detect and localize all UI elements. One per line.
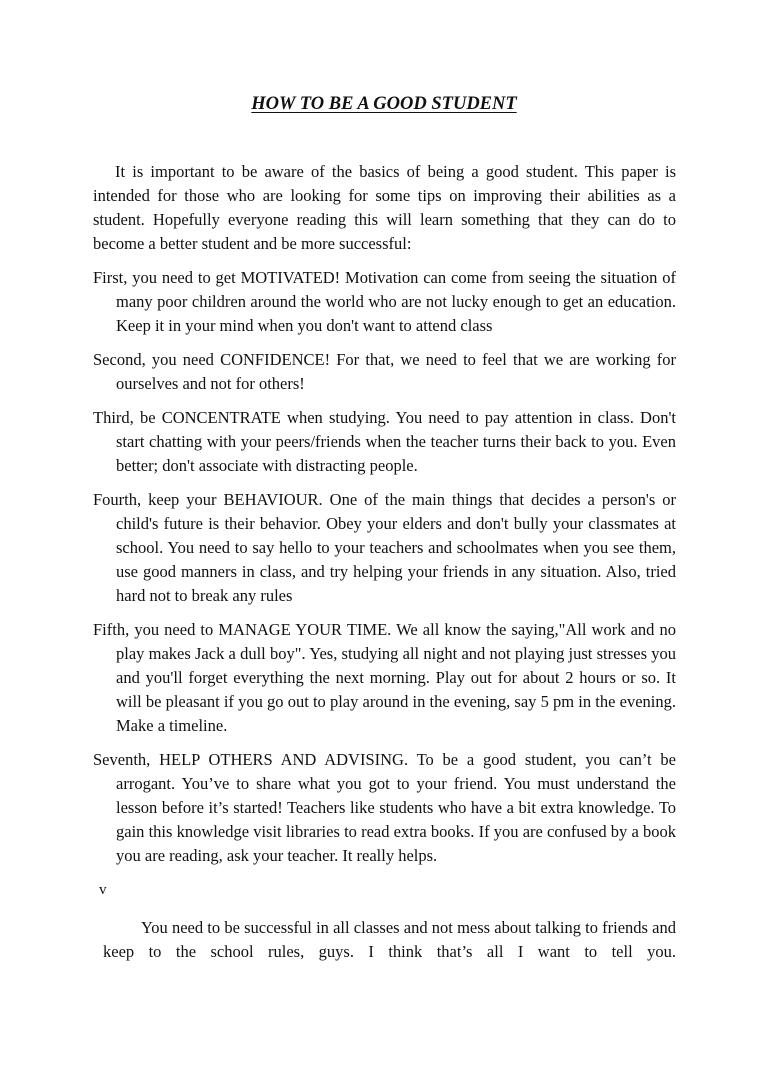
intro-paragraph: It is important to be aware of the basics of being a good student. This paper is intended for those who are looking for some tips on improving their abilities as a student. Hopefully everyone reading this will learn something that they can do to become a better student and be more successful: — [93, 162, 676, 253]
tip-seventh: Seventh, HELP OTHERS AND ADVISING. To be a good student, you can’t be arrogant. You’ve to share what you got to your friend. You must understand the lesson before it’s started! Teachers like students who have a bit extra knowledge. To gain this knowledge visit libraries to read extra books. If you are confused by a book you are reading, ask your teacher. It really helps. — [93, 750, 676, 865]
list-marker: v — [99, 882, 107, 898]
document-title: HOW TO BE A GOOD STUDENT — [251, 94, 517, 114]
closing-paragraph: You need to be successful in all classes and not mess about talking to friends and keep to the school rules, guys. I think that’s all I want to tell you. — [103, 918, 676, 961]
tip-third: Third, be CONCENTRATE when studying. You need to pay attention in class. Don't start chatting with your peers/friends when the teacher turns their back to you. Even better; don't associate with distracting people. — [93, 408, 676, 475]
document-body — [93, 160, 676, 964]
tip-first: First, you need to get MOTIVATED! Motivation can come from seeing the situation of many poor children around the world who are not lucky enough to get an education. Keep it in your mind when you don't want to attend class — [93, 268, 676, 335]
tip-fifth: Fifth, you need to MANAGE YOUR TIME. We all know the saying,"All work and no play makes Jack a dull boy". Yes, studying all night and not playing just stresses you and you'll forget everything the next morning. Play out for about 2 hours or so. It will be pleasant if you go out to play around in the evening, say 5 pm in the evening. Make a timeline. — [93, 620, 676, 735]
tip-second: Second, you need CONFIDENCE! For that, we need to feel that we are working for ourselves and not for others! — [93, 350, 676, 393]
tip-fourth: Fourth, keep your BEHAVIOUR. One of the main things that decides a person's or child's future is their behavior. Obey your elders and don't bully your classmates at school. You need to say hello to your teachers and schoolmates when you see them, use good manners in class, and try helping your friends in any situation. Also, tried hard not to break any rules — [93, 490, 676, 605]
